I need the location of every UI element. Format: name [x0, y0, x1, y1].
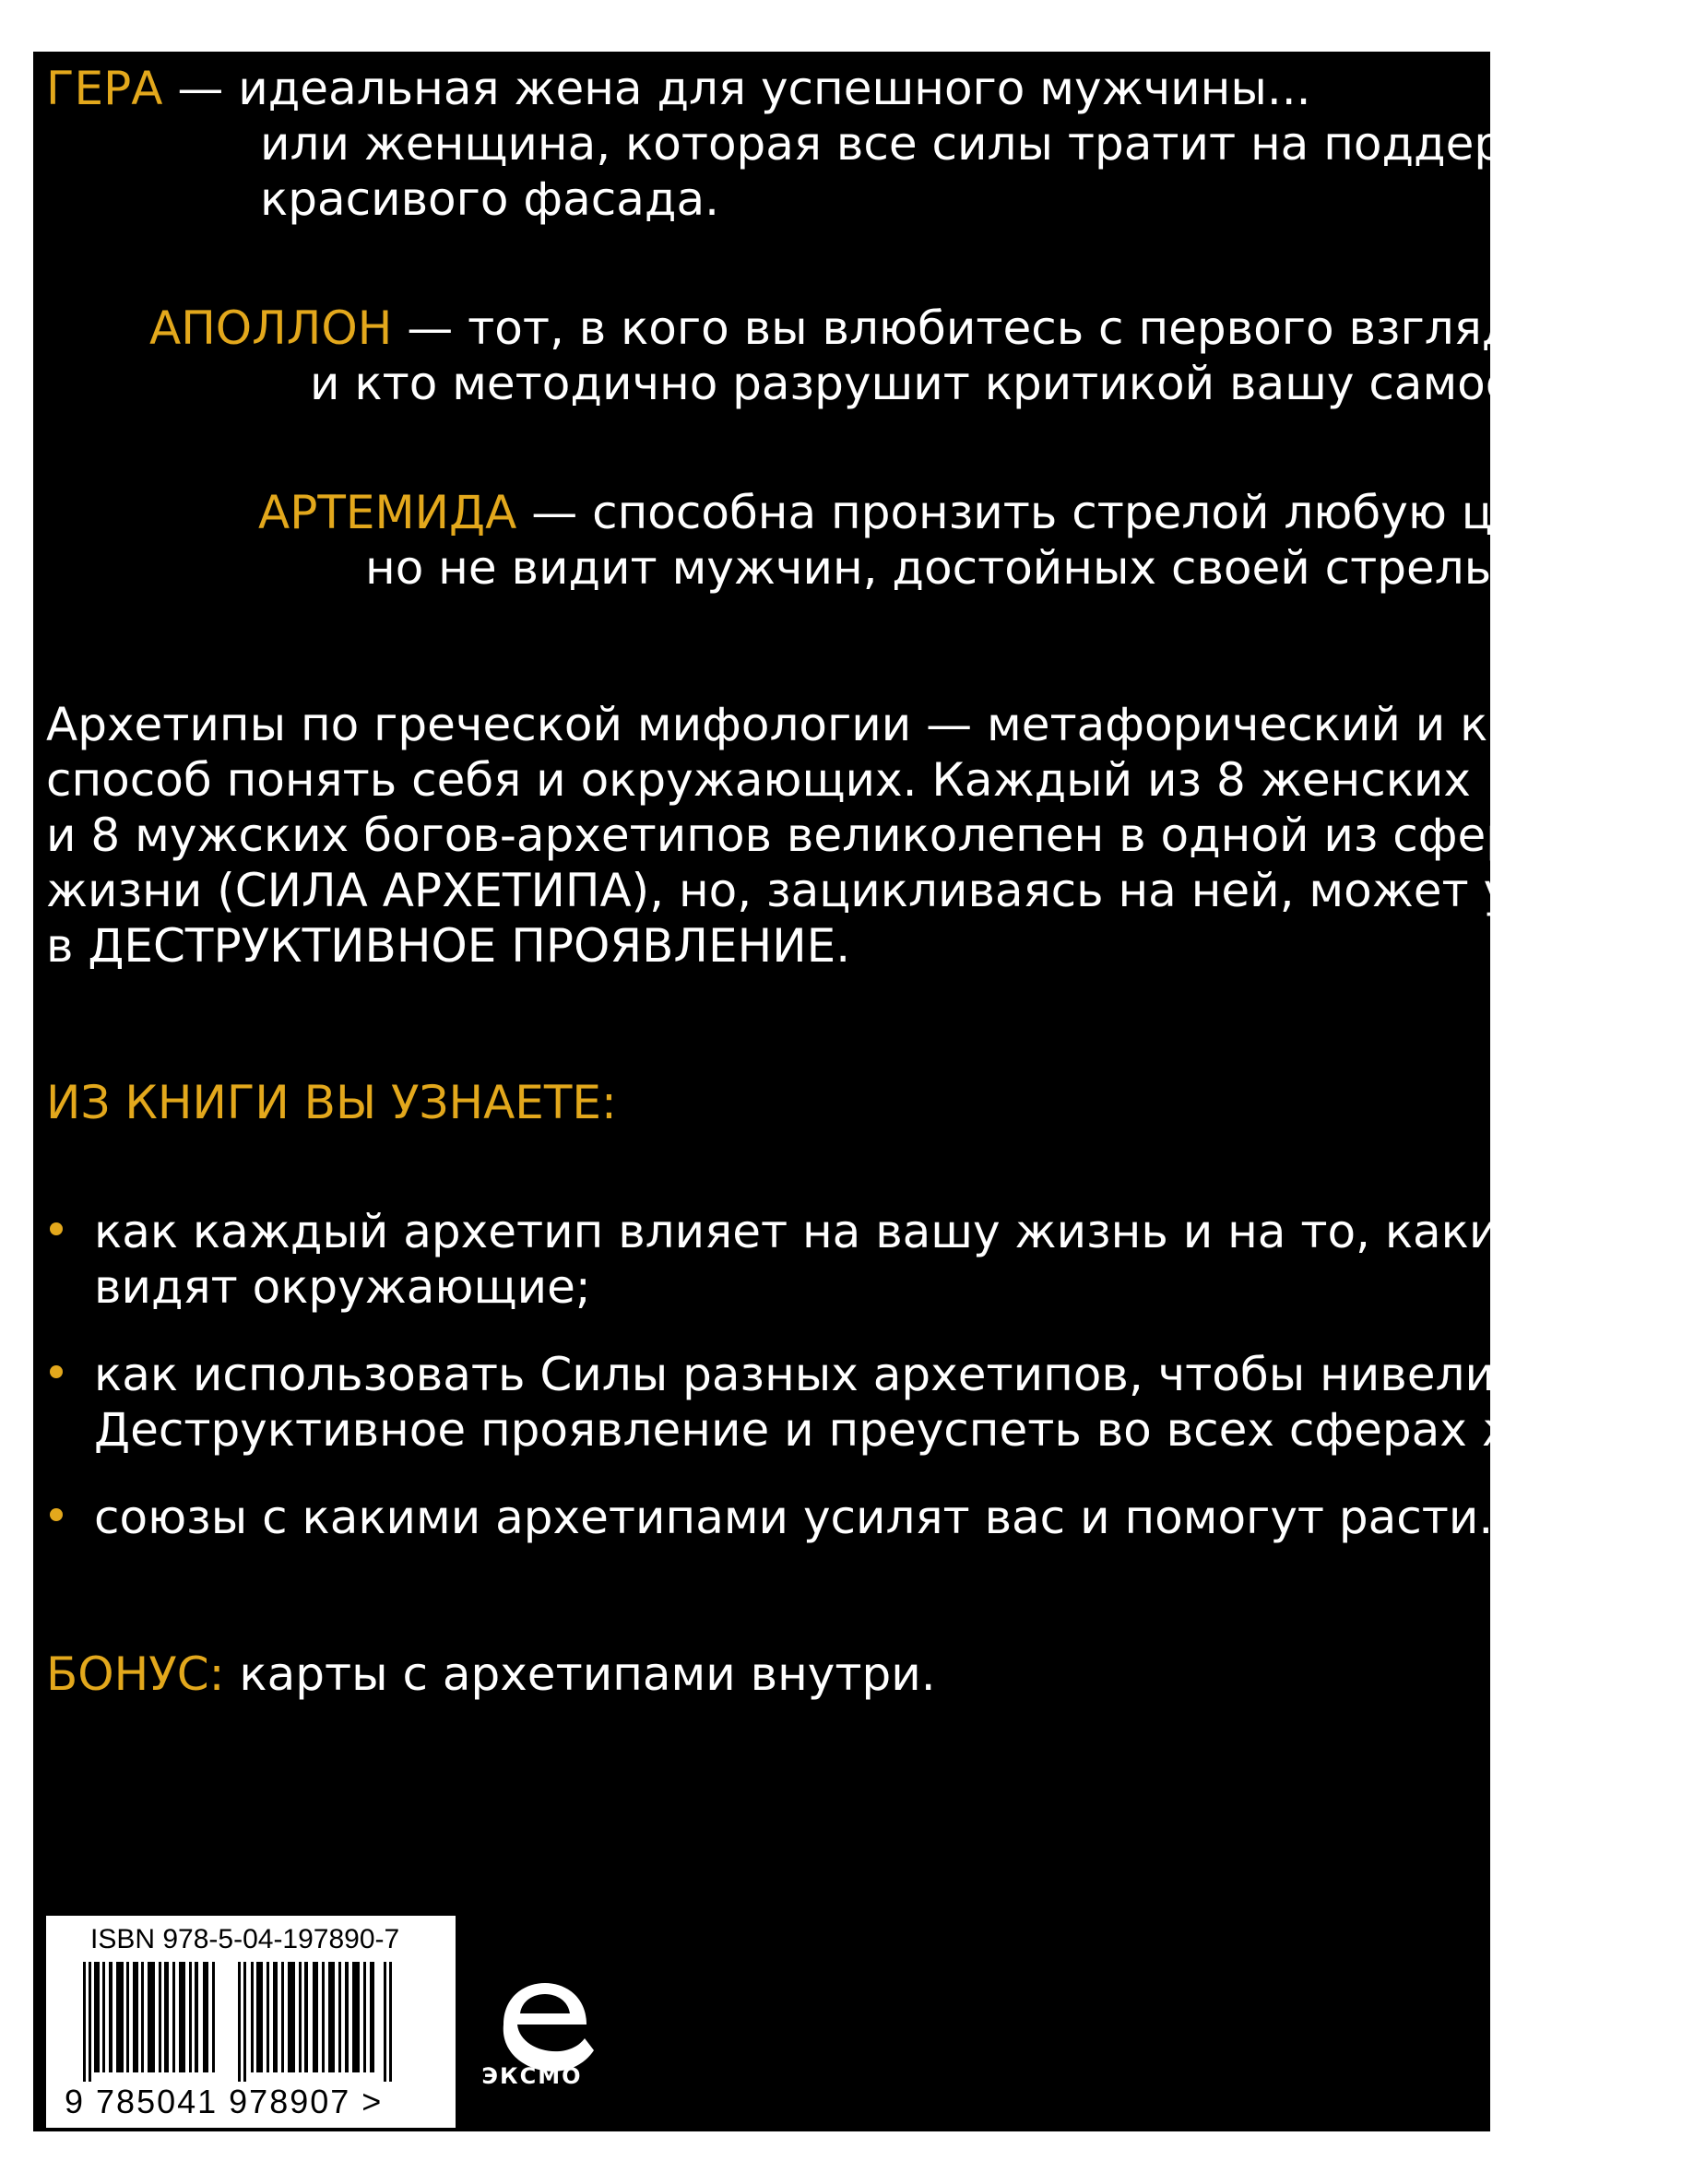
hera-line-2: или женщина, которая все силы тратит на поддержание	[260, 117, 1662, 171]
artemis-name: АРТЕМИДА	[258, 486, 517, 539]
learn-item-2-line-2: Деструктивное проявление и преуспеть во всех сферах жизни;	[94, 1403, 1653, 1457]
description-line-5: в ДЕСТРУКТИВНОЕ ПРОЯВЛЕНИЕ.	[46, 919, 851, 973]
hera-line-1	[46, 61, 1311, 116]
hera-line-3: красивого фасада.	[260, 172, 719, 226]
hera-tagline: — идеальная жена для успешного мужчины...	[162, 62, 1311, 115]
hera-name: ГЕРА	[46, 62, 163, 115]
apollo-line-2: и кто методично разрушит критикой вашу самооценку.	[310, 357, 1674, 410]
eksmo-logo-icon	[467, 1942, 623, 2126]
bonus-text: карты с архетипами внутри.	[224, 1647, 936, 1701]
bullet-dot-icon	[50, 1508, 63, 1521]
artemis-line-2: но не видит мужчин, достойных своей стрелы.	[365, 541, 1516, 595]
learn-item-2-line-1: как использовать Силы разных архетипов, чтобы нивелировать	[94, 1348, 1662, 1401]
publisher-name: ЭКСМО	[481, 2063, 583, 2089]
description-line-1: Архетипы по греческой мифологии — метафорический и красивый	[46, 698, 1694, 751]
apollo-line-1	[149, 301, 1586, 356]
isbn-number: ISBN 978-5-04-197890-7	[90, 1924, 400, 1954]
apollo-name: АПОЛЛОН	[149, 301, 393, 355]
bullet-dot-icon	[50, 1365, 63, 1378]
learn-item-3-line-1: союзы с какими архетипами усилят вас и помогут расти.	[94, 1491, 1494, 1544]
barcode-icon	[83, 1962, 406, 2082]
learn-heading: ИЗ КНИГИ ВЫ УЗНАЕТЕ:	[46, 1076, 617, 1129]
apollo-tagline: — тот, в кого вы влюбитесь с первого взгляда...	[392, 301, 1586, 355]
book-back-cover	[33, 52, 1694, 2131]
bonus-label: БОНУС:	[46, 1647, 225, 1701]
description-line-3: и 8 мужских богов-архетипов великолепен в одной из сфер	[46, 809, 1516, 862]
isbn-barcode-block	[46, 1916, 456, 2128]
artemis-line-1	[258, 485, 1622, 540]
description-line-2: способ понять себя и окружающих. Каждый из 8 женских	[46, 753, 1471, 807]
bullet-dot-icon	[50, 1222, 63, 1235]
learn-item-1-line-1: как каждый архетип влияет на вашу жизнь и на то, какими вас	[94, 1205, 1660, 1258]
barcode-digits: 9 785041 978907 >	[65, 2083, 384, 2120]
description-line-4: жизни (СИЛА АРХЕТИПА), но, зацикливаясь на ней, может уйти	[46, 864, 1598, 917]
artemis-tagline: — способна пронзить стрелой любую цель...	[516, 486, 1622, 539]
bonus-line	[46, 1647, 936, 1702]
learn-item-1-line-2: видят окружающие;	[94, 1260, 591, 1314]
